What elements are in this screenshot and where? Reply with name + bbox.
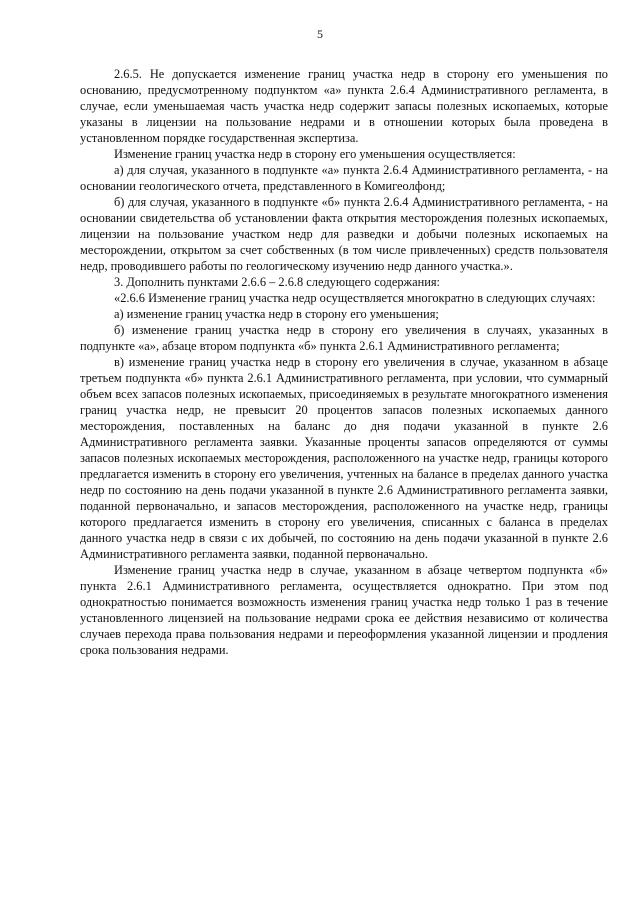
paragraph-reduction-intro: Изменение границ участка недр в сторону его уменьшения осуществляется: [114,147,516,161]
list-item-a: а) изменение границ участка недр в сторону его уменьшения; [114,307,439,321]
paragraph-2-6-5: 2.6.5. Не допускается изменение границ участка недр в сторону его уменьшения по основанию, предусмотренному подпунктом «а» пункта 2.6.4 Административного регламента, в случае, если уменьшаемая часть участка недр содержит запасы полезных ископаемых, которые указаны в лицензии на пользование недрами и в отношении которых была проведена в установленном порядке государственная экспертиза. [80,67,608,145]
paragraph-2-6-6: «2.6.6 Изменение границ участка недр осуществляется многократно в следующих случаях: [114,291,596,305]
list-item-v: в) изменение границ участка недр в сторону его увеличения в случае, указанном в абзаце третьем подпункта «б» пункта 2.6.1 Административного регламента, при условии, что суммарный объем всех запасов полезных ископаемых, присоединяемых в результате многократного изменения границ участка недр, не превысит 20 процентов запасов полезных ископаемых данного месторождения, поставленных на баланс до дня подачи указанной в пункте 2.6 Административного регламента заявки. Указанные проценты запасов определяются от суммы запасов полезных ископаемых месторождения, расположенного на участке недр, границы которого предлагается изменить в сторону его увеличения, учтенных на балансе в пределах данного участка недр по состоянию на день подачи указанной в пункте 2.6 Административного регламента заявки, поданной первоначально, и запасов месторождения, расположенного на участке недр, границы которого предлагается изменить в сторону его увеличения, списанных с баланса в пределах данного участка недр в связи с их добычей, по состоянию на день подачи указанной в пункте 2.6 Административного регламента заявки, поданной первоначально. [80,355,608,561]
paragraph-reduction-case-b: б) для случая, указанного в подпункте «б» пункта 2.6.4 Административного регламента, - на основании свидетельства об установлении факта открытия месторождения полезных ископаемых, лицензии на пользование участком недр для разведки и добычи полезных ископаемых на месторождении, открытом за счет собственных (в том числе привлеченных) средств пользователя недр, проводившего работы по геологическому изучению недр данного участка.». [80,195,608,273]
page-number: 5 [317,27,323,41]
paragraph-amendment-3: 3. Дополнить пунктами 2.6.6 – 2.6.8 следующего содержания: [114,275,440,289]
document-body [80,66,608,658]
paragraph-reduction-case-a: а) для случая, указанного в подпункте «а» пункта 2.6.4 Административного регламента, - на основании геологического отчета, представленного в Комигеолфонд; [80,163,608,193]
paragraph-single-change: Изменение границ участка недр в случае, указанном в абзаце четвертом подпункта «б» пункта 2.6.1 Административного регламента, осуществляется однократно. При этом под однократностью понимается возможность изменения границ участка недр только 1 раз в течение установленного лицензией на пользование недрами срока ее действия независимо от количества случаев перехода права пользования недрами и переоформления указанной лицензии и продления срока пользования недрами. [80,563,608,657]
list-item-b: б) изменение границ участка недр в сторону его увеличения в случаях, указанных в подпункте «а», абзаце втором подпункта «б» пункта 2.6.1 Административного регламента; [80,323,608,353]
